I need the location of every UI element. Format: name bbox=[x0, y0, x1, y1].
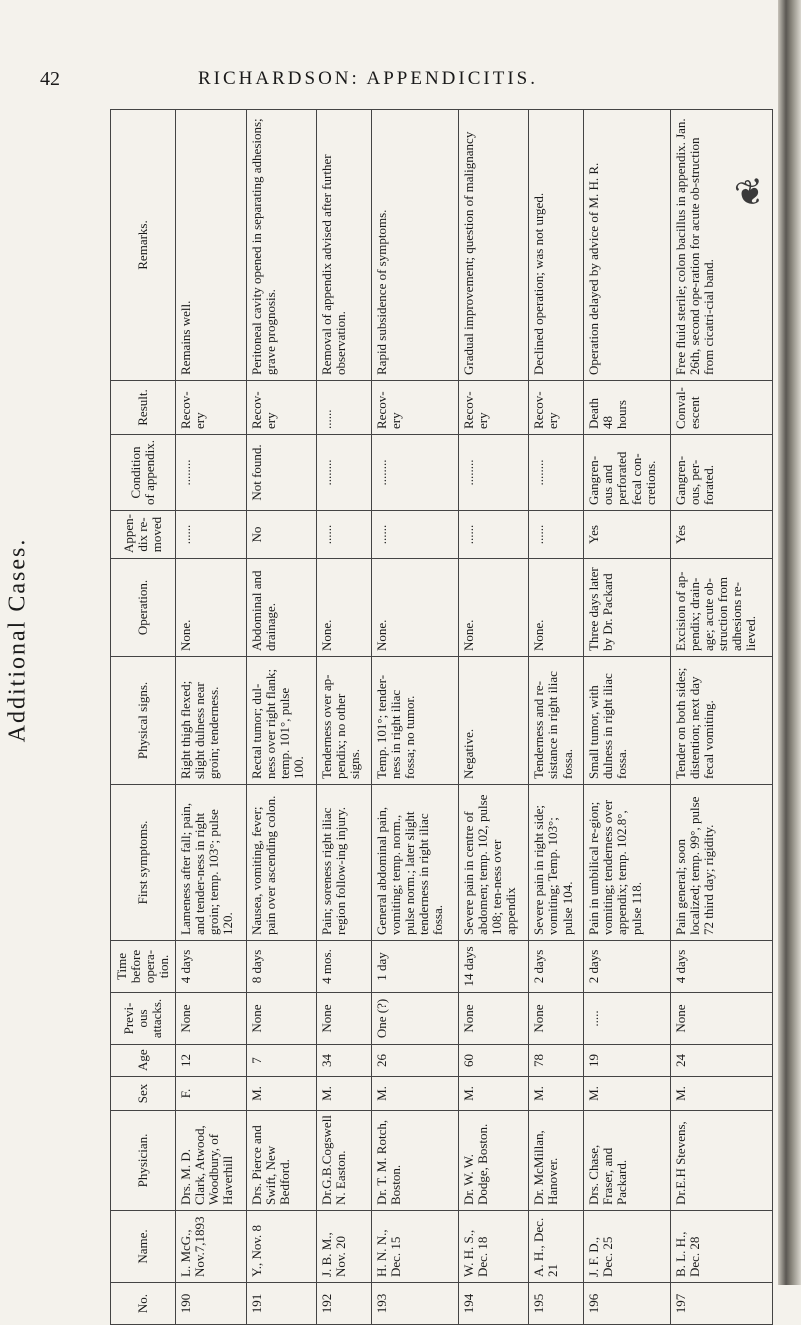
cell-no: 192 bbox=[317, 1283, 372, 1325]
cell-operation: None. bbox=[176, 559, 247, 657]
cell-first-symptoms: Severe pain in centre of abdomen; temp. 102, pulse 108; ten-ness over appendix bbox=[458, 785, 529, 941]
library-stamp-icon: ❦ bbox=[731, 170, 770, 216]
cell-operation: None. bbox=[529, 559, 584, 657]
cell-remarks: Declined operation; was not urged. bbox=[529, 110, 584, 381]
cell-remarks: Free fluid sterile; colon bacillus in appendix. Jan. 26th, second ope-ration for acute ob-struction from cicatri-cial band. bbox=[670, 110, 772, 381]
cell-physical-signs: Tender on both sides; distention; next day fecal vomiting. bbox=[670, 657, 772, 785]
cell-previous: None bbox=[529, 993, 584, 1045]
header-operation: Operation. bbox=[111, 559, 176, 657]
cell-remarks: Gradual improvement; question of malignancy bbox=[458, 110, 529, 381]
cell-physical-signs: Right thigh flexed; slight dulness near groin; tenderness. bbox=[176, 657, 247, 785]
cell-sex: M. bbox=[317, 1077, 372, 1111]
cell-physical-signs: Tenderness and re-sistance in right iliac fossa. bbox=[529, 657, 584, 785]
cell-removed: ...... bbox=[529, 511, 584, 559]
cell-previous: None bbox=[246, 993, 317, 1045]
cell-age: 12 bbox=[176, 1045, 247, 1077]
cell-age: 34 bbox=[317, 1045, 372, 1077]
table-header-row bbox=[111, 110, 176, 1325]
cell-result: Recov-ery bbox=[176, 381, 247, 435]
cell-removed: ...... bbox=[458, 511, 529, 559]
cell-result: Recov-ery bbox=[246, 381, 317, 435]
cell-no: 191 bbox=[246, 1283, 317, 1325]
cell-physician: Dr.G.B.Cogswell N. Easton. bbox=[317, 1111, 372, 1211]
cell-time: 2 days bbox=[584, 941, 670, 993]
cell-physician: Dr. McMillan, Hanover. bbox=[529, 1111, 584, 1211]
cases-table bbox=[110, 109, 773, 1325]
cell-result: Recov-ery bbox=[458, 381, 529, 435]
cell-condition: ........ bbox=[372, 435, 458, 511]
cell-physician: Drs. Pierce and Swift, New Bedford. bbox=[246, 1111, 317, 1211]
cell-time: 14 days bbox=[458, 941, 529, 993]
cell-first-symptoms: Severe pain in right side; vomiting; Temp. 103°; pulse 104. bbox=[529, 785, 584, 941]
cell-removed: ...... bbox=[176, 511, 247, 559]
table-row bbox=[317, 110, 372, 1325]
table-row bbox=[372, 110, 458, 1325]
cell-physician: Drs. M. D. Clark, Atwood, Woodbury, of Haverhill bbox=[176, 1111, 247, 1211]
header-sex: Sex bbox=[111, 1077, 176, 1111]
page-number: 42 bbox=[40, 68, 60, 90]
cell-remarks: Rapid subsidence of symptoms. bbox=[372, 110, 458, 381]
cell-time: 4 mos. bbox=[317, 941, 372, 993]
cell-first-symptoms: Lameness after fall; pain, and tender-ness in right groin; temp. 103°; pulse 120. bbox=[176, 785, 247, 941]
cell-age: 24 bbox=[670, 1045, 772, 1077]
cell-result: ...... bbox=[317, 381, 372, 435]
table-row bbox=[176, 110, 247, 1325]
cell-condition: ........ bbox=[458, 435, 529, 511]
cell-previous: None bbox=[176, 993, 247, 1045]
cell-removed: ...... bbox=[317, 511, 372, 559]
cell-physician: Dr. T. M. Rotch, Boston. bbox=[372, 1111, 458, 1211]
cell-operation: None. bbox=[317, 559, 372, 657]
cell-condition: Gangren-ous and perforated fecal con-cretions. bbox=[584, 435, 670, 511]
cell-age: 60 bbox=[458, 1045, 529, 1077]
header-previous-attacks: Previ-ous attacks. bbox=[111, 993, 176, 1045]
header-first-symptoms: First symptoms. bbox=[111, 785, 176, 941]
cell-removed: No bbox=[246, 511, 317, 559]
cell-time: 4 days bbox=[670, 941, 772, 993]
cases-table-rotated bbox=[110, 110, 773, 1325]
cell-name: Y., Nov. 8 bbox=[246, 1211, 317, 1283]
cell-no: 193 bbox=[372, 1283, 458, 1325]
cell-first-symptoms: Nausea, vomiting, fever; pain over ascending colon. bbox=[246, 785, 317, 941]
cell-no: 196 bbox=[584, 1283, 670, 1325]
table-row bbox=[584, 110, 670, 1325]
cell-physical-signs: Rectal tumor; dul-ness over right flank; temp. 101°, pulse 100. bbox=[246, 657, 317, 785]
cell-previous: None bbox=[458, 993, 529, 1045]
cell-previous: None bbox=[670, 993, 772, 1045]
cell-previous: One (?) bbox=[372, 993, 458, 1045]
cell-time: 2 days bbox=[529, 941, 584, 993]
cell-physician: Drs. Chase, Fraser, and Packard. bbox=[584, 1111, 670, 1211]
cell-operation: Abdominal and drainage. bbox=[246, 559, 317, 657]
cell-result: Death 48 hours bbox=[584, 381, 670, 435]
header-time-before-operation: Time before opera-tion. bbox=[111, 941, 176, 993]
header-physical-signs: Physical signs. bbox=[111, 657, 176, 785]
header-remarks: Remarks. bbox=[111, 110, 176, 381]
cell-sex: M. bbox=[584, 1077, 670, 1111]
cell-sex: M. bbox=[246, 1077, 317, 1111]
cell-name: H. N. N., Dec. 15 bbox=[372, 1211, 458, 1283]
cell-previous: None bbox=[317, 993, 372, 1045]
cell-operation: None. bbox=[372, 559, 458, 657]
cell-time: 4 days bbox=[176, 941, 247, 993]
cell-time: 1 day bbox=[372, 941, 458, 993]
cell-removed: Yes bbox=[584, 511, 670, 559]
header-age: Age bbox=[111, 1045, 176, 1077]
cell-condition: ........ bbox=[176, 435, 247, 511]
cell-remarks: Removal of appendix advised after further observation. bbox=[317, 110, 372, 381]
running-head: RICHARDSON: APPENDICITIS. bbox=[198, 68, 538, 89]
cell-name: B. L. H., Dec. 28 bbox=[670, 1211, 772, 1283]
cell-operation: None. bbox=[458, 559, 529, 657]
cell-no: 190 bbox=[176, 1283, 247, 1325]
header-physician: Physician. bbox=[111, 1111, 176, 1211]
cell-first-symptoms: General abdominal pain, vomiting; temp. norm., pulse norm.; later slight tenderness in right iliac fossa. bbox=[372, 785, 458, 941]
cell-no: 194 bbox=[458, 1283, 529, 1325]
cell-sex: M. bbox=[529, 1077, 584, 1111]
cell-remarks: Operation delayed by advice of M. H. R. bbox=[584, 110, 670, 381]
cell-removed: ...... bbox=[372, 511, 458, 559]
header-result: Result. bbox=[111, 381, 176, 435]
cell-operation: Excision of ap-pendix; drain-age; acute ob-struction from adhesions re-lieved. bbox=[670, 559, 772, 657]
cell-physician: Dr. W. W. Dodge, Boston. bbox=[458, 1111, 529, 1211]
header-appendix-removed: Appen-dix re-moved bbox=[111, 511, 176, 559]
cell-operation: Three days later by Dr. Packard bbox=[584, 559, 670, 657]
cell-name: W. H. S., Dec. 18 bbox=[458, 1211, 529, 1283]
cell-remarks: Peritoneal cavity opened in separating adhesions; grave prognosis. bbox=[246, 110, 317, 381]
cell-first-symptoms: Pain; soreness right iliac region follow-ing injury. bbox=[317, 785, 372, 941]
cell-condition: ........ bbox=[529, 435, 584, 511]
cell-remarks: Remains well. bbox=[176, 110, 247, 381]
cell-physician: Dr.E.H Stevens, bbox=[670, 1111, 772, 1211]
cell-no: 195 bbox=[529, 1283, 584, 1325]
cell-sex: M. bbox=[458, 1077, 529, 1111]
table-row bbox=[246, 110, 317, 1325]
page-binding-edge bbox=[778, 0, 801, 1285]
cell-previous: ..... bbox=[584, 993, 670, 1045]
cell-result: Recov-ery bbox=[372, 381, 458, 435]
cell-first-symptoms: Pain in umbilical re-gion; vomiting; tenderness over appendix; temp. 102.8°, pulse 118. bbox=[584, 785, 670, 941]
header-name: Name. bbox=[111, 1211, 176, 1283]
cell-condition: ........ bbox=[317, 435, 372, 511]
cell-physical-signs: Negative. bbox=[458, 657, 529, 785]
cell-name: A. H., Dec. 21 bbox=[529, 1211, 584, 1283]
table-row bbox=[670, 110, 772, 1325]
cell-age: 78 bbox=[529, 1045, 584, 1077]
cell-name: J. F. D., Dec. 25 bbox=[584, 1211, 670, 1283]
cell-result: Conval-escent bbox=[670, 381, 772, 435]
table-row bbox=[529, 110, 584, 1325]
side-title: Additional Cases. bbox=[4, 537, 31, 743]
cell-physical-signs: Small tumor, with dulness in right iliac fossa. bbox=[584, 657, 670, 785]
cell-physical-signs: Tenderness over ap-pendix; no other signs. bbox=[317, 657, 372, 785]
cell-name: L. McG., Nov.7,1893 bbox=[176, 1211, 247, 1283]
table-row bbox=[458, 110, 529, 1325]
cell-age: 26 bbox=[372, 1045, 458, 1077]
cell-no: 197 bbox=[670, 1283, 772, 1325]
header-no: No. bbox=[111, 1283, 176, 1325]
header-condition-of-appendix: Condition of appendix. bbox=[111, 435, 176, 511]
cell-physical-signs: Temp. 101°; tender-ness in right iliac fossa; no tumor. bbox=[372, 657, 458, 785]
cell-result: Recov-ery bbox=[529, 381, 584, 435]
cell-sex: M. bbox=[670, 1077, 772, 1111]
cell-sex: M. bbox=[372, 1077, 458, 1111]
cell-removed: Yes bbox=[670, 511, 772, 559]
cell-time: 8 days bbox=[246, 941, 317, 993]
cell-age: 7 bbox=[246, 1045, 317, 1077]
cell-condition: Gangren-ous, per-forated. bbox=[670, 435, 772, 511]
cell-first-symptoms: Pain general; soon localized; temp. 99°, pulse 72 third day; rigidity. bbox=[670, 785, 772, 941]
cell-age: 19 bbox=[584, 1045, 670, 1077]
cell-name: J. B. M., Nov. 20 bbox=[317, 1211, 372, 1283]
cell-condition: Not found. bbox=[246, 435, 317, 511]
cell-sex: F. bbox=[176, 1077, 247, 1111]
